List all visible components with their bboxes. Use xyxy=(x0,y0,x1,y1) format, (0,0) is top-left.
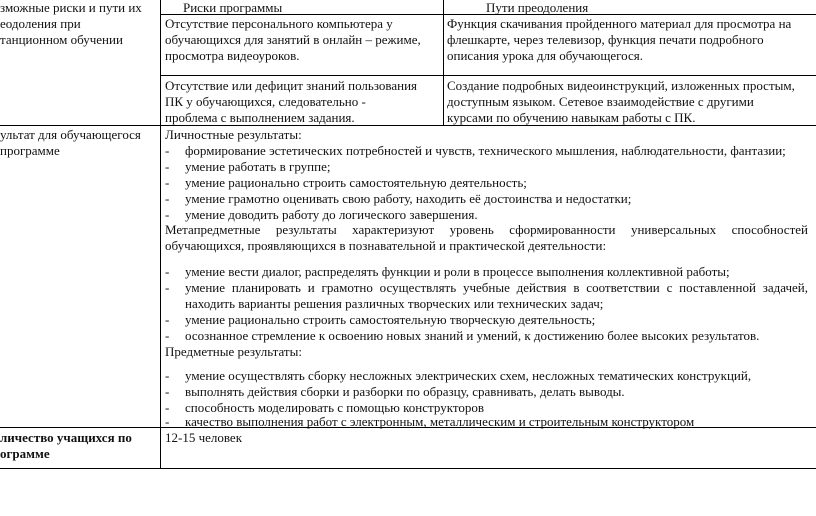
subject-results-title: Предметные результаты: xyxy=(165,344,302,359)
header-ways: Пути преодоления xyxy=(486,0,589,15)
left-column-border xyxy=(160,0,161,469)
table-bottom-border xyxy=(0,468,816,469)
header-risks: Риски программы xyxy=(183,0,283,15)
row1-inner-divider xyxy=(160,75,816,76)
risks-ways-divider xyxy=(443,0,444,126)
personal-results-title: Личностные результаты: xyxy=(165,127,302,142)
students-count-value: 12-15 человек xyxy=(165,430,243,445)
